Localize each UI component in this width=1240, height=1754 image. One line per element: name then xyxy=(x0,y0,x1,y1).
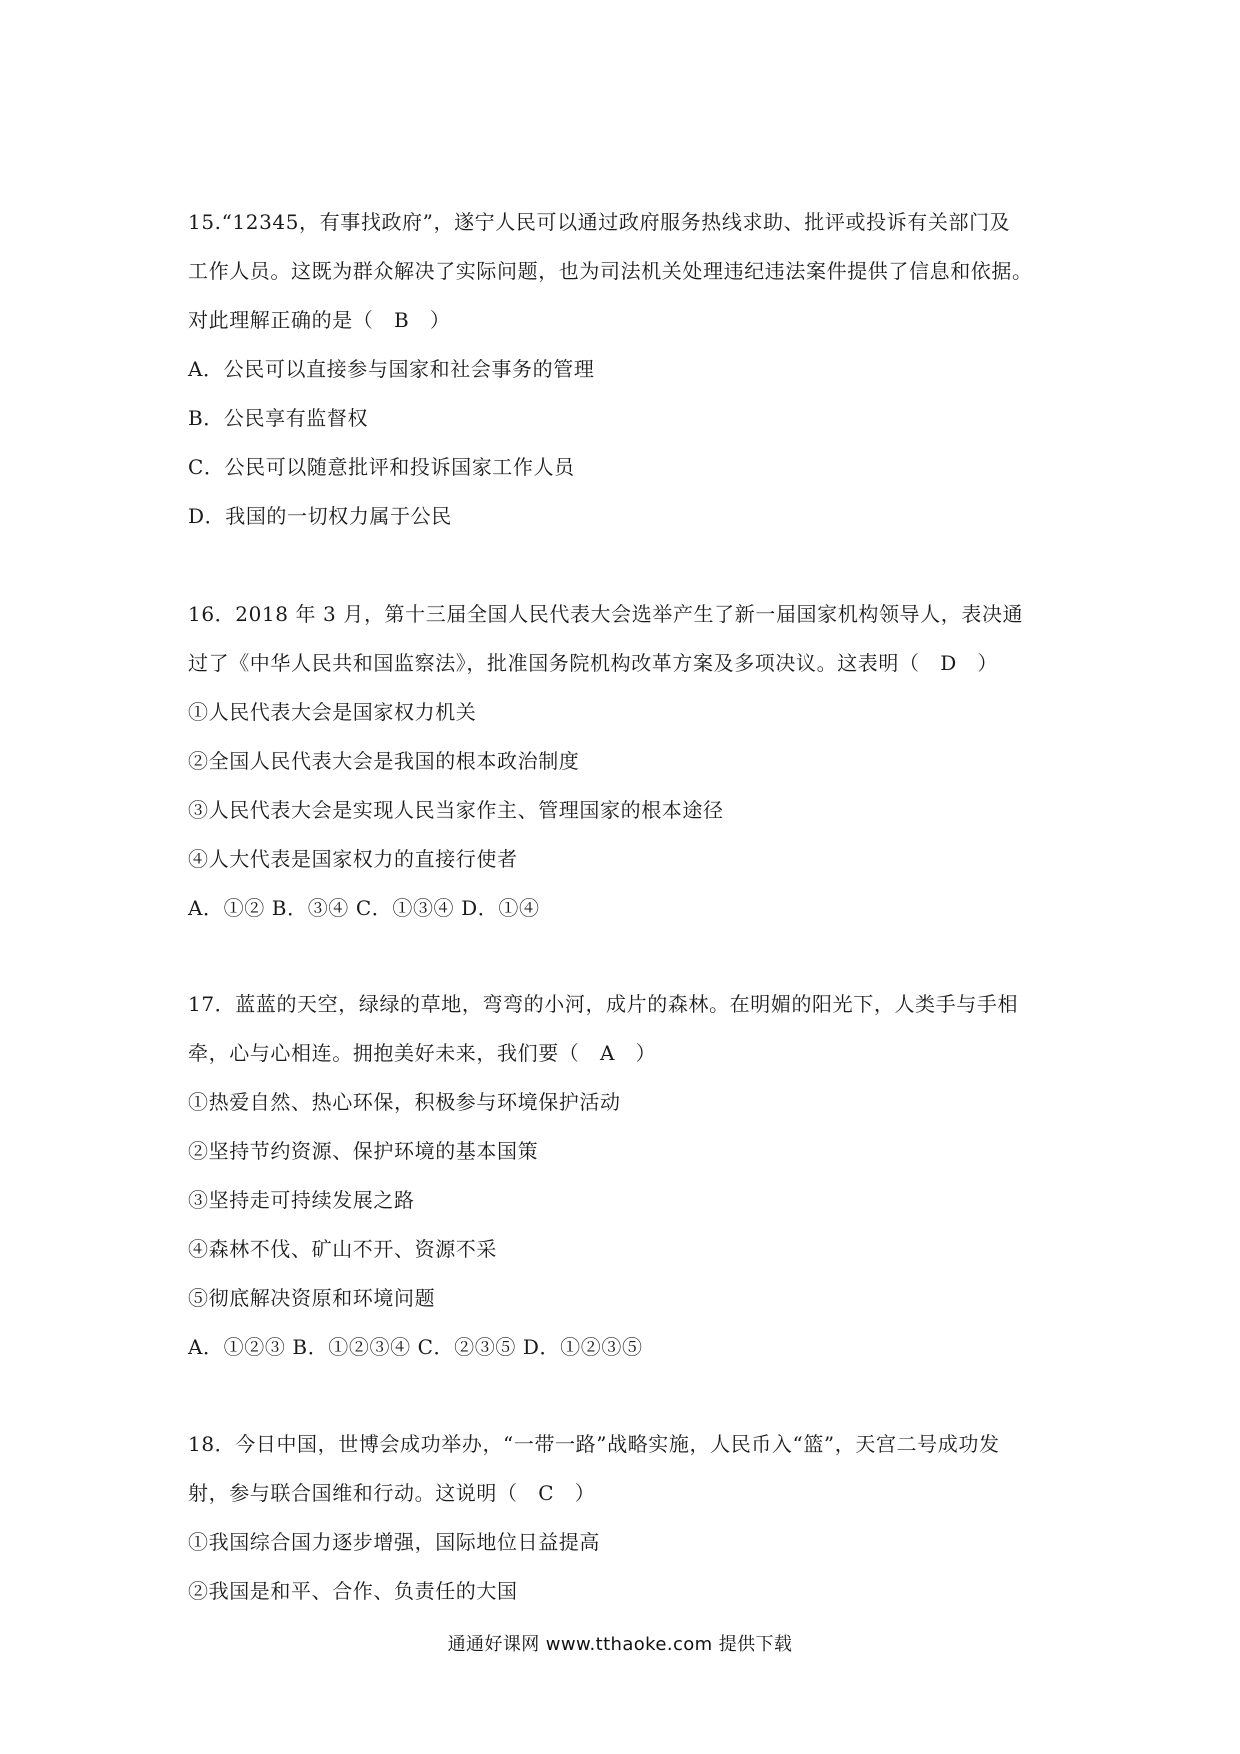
question-16-statement-4: ④人大代表是国家权力的直接行使者 xyxy=(188,847,518,871)
question-18 xyxy=(188,1420,1068,1616)
question-16-options: A．①② B．③④ C．①③④ D．①④ xyxy=(188,896,540,920)
question-15-stem-line-2: 工作人员。这既为群众解决了实际问题，也为司法机关处理违纪违法案件提供了信息和依据。 xyxy=(188,259,1033,283)
question-18-stem-line-1: 18．今日中国，世博会成功举办，“一带一路”战略实施，人民币入“篮”，天宫二号成功发 xyxy=(188,1432,1000,1456)
question-18-statement-2: ②我国是和平、合作、负责任的大国 xyxy=(188,1579,518,1603)
question-15 xyxy=(188,198,1068,541)
question-17-stem-line-2: 牵，心与心相连。拥抱美好未来，我们要（ A ） xyxy=(188,1041,657,1065)
question-17-statement-4: ④森林不伐、矿山不开、资源不采 xyxy=(188,1237,497,1261)
question-16 xyxy=(188,590,1068,933)
question-18-stem-line-2: 射，参与联合国维和行动。这说明（ C ） xyxy=(188,1481,596,1505)
question-16-statement-2: ②全国人民代表大会是我国的根本政治制度 xyxy=(188,749,580,773)
question-16-statement-3: ③人民代表大会是实现人民当家作主、管理国家的根本途径 xyxy=(188,798,724,822)
question-16-stem-line-2: 过了《中华人民共和国监察法》，批准国务院机构改革方案及多项决议。这表明（ D ） xyxy=(188,651,999,675)
question-15-option-b: B．公民享有监督权 xyxy=(188,406,369,430)
question-17-statement-5: ⑤彻底解决资原和环境问题 xyxy=(188,1286,436,1310)
question-15-option-d: D．我国的一切权力属于公民 xyxy=(188,504,452,528)
question-17-statement-1: ①热爱自然、热心环保，积极参与环境保护活动 xyxy=(188,1090,621,1114)
question-17-options: A．①②③ B．①②③④ C．②③⑤ D．①②③⑤ xyxy=(188,1335,643,1359)
question-16-stem-line-1: 16．2018 年 3 月，第十三届全国人民代表大会选举产生了新一届国家机构领导人，表决通 xyxy=(188,602,1024,626)
question-15-stem-line-3: 对此理解正确的是（ B ） xyxy=(188,308,451,332)
question-17-statement-3: ③坚持走可持续发展之路 xyxy=(188,1188,415,1212)
question-17-statement-2: ②坚持节约资源、保护环境的基本国策 xyxy=(188,1139,539,1163)
question-18-statement-1: ①我国综合国力逐步增强，国际地位日益提高 xyxy=(188,1530,600,1554)
question-17 xyxy=(188,980,1068,1372)
question-15-option-c: C．公民可以随意批评和投诉国家工作人员 xyxy=(188,455,575,479)
question-17-stem-line-1: 17．蓝蓝的天空，绿绿的草地，弯弯的小河，成片的森林。在明媚的阳光下，人类手与手相 xyxy=(188,992,1019,1016)
page-footer-watermark: 通通好课网 www.tthaoke.com 提供下载 xyxy=(447,1634,793,1655)
question-16-statement-1: ①人民代表大会是国家权力机关 xyxy=(188,700,477,724)
question-15-stem-line-1: 15.“12345，有事找政府”，遂宁人民可以通过政府服务热线求助、批评或投诉有关部门及 xyxy=(188,210,1011,234)
question-15-option-a: A．公民可以直接参与国家和社会事务的管理 xyxy=(188,357,595,381)
